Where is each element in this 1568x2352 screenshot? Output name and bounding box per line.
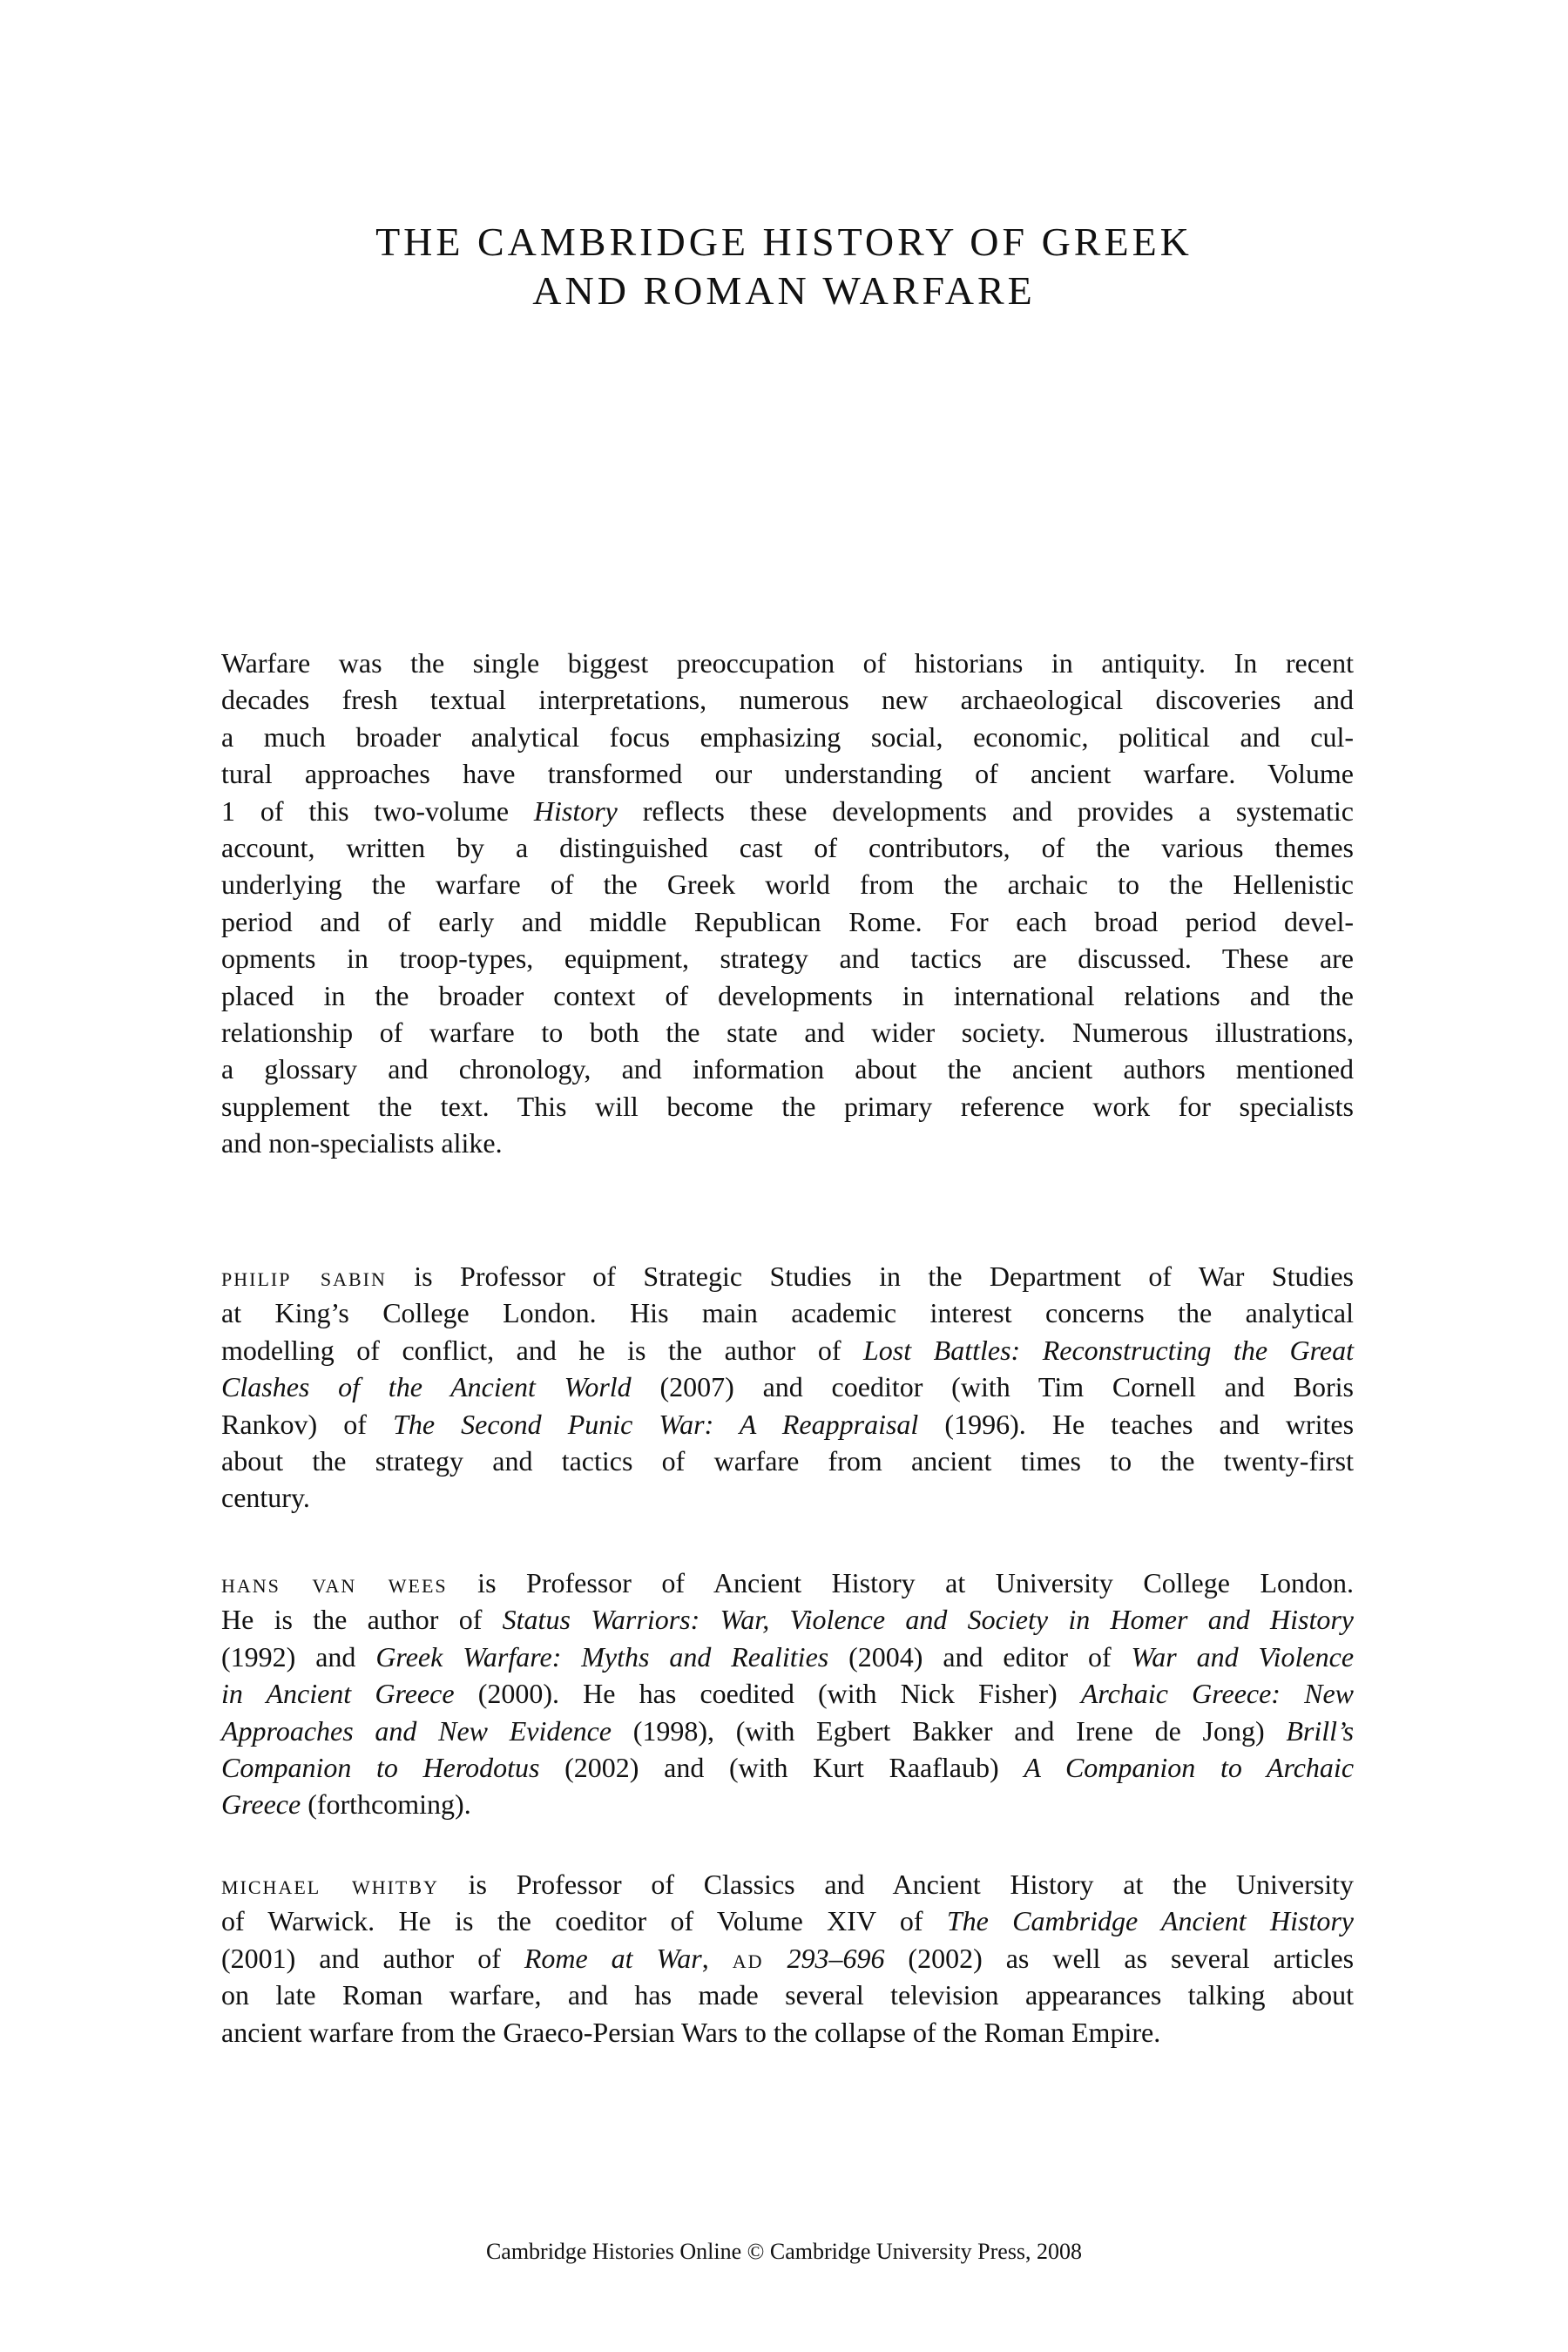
italic-title-text: Brill’s	[1286, 1714, 1355, 1747]
text-line	[221, 1051, 1354, 1087]
author-name: ad	[732, 1942, 764, 1974]
italic-title-text: Greece	[221, 1788, 301, 1821]
text-line	[221, 793, 1354, 829]
text-line	[221, 1125, 1354, 1161]
text-line	[221, 1749, 1354, 1786]
text-run: 1 of this two-volume	[221, 794, 534, 827]
text-line	[221, 1332, 1354, 1369]
italic-title-text: Companion to Herodotus	[221, 1751, 540, 1783]
text-run: and non-specialists alike.	[221, 1127, 503, 1159]
text-run: ancient warfare from the Graeco-Persian Wars to the collapse of the Roman Empire.	[221, 2016, 1161, 2048]
italic-title-text: in Ancient Greece	[221, 1678, 455, 1710]
book-title-line-1: THE CAMBRIDGE HISTORY OF GREEK	[375, 220, 1193, 264]
text-line	[221, 903, 1354, 940]
text-run: is Professor of Strategic Studies in the Department of War Studies	[386, 1260, 1355, 1292]
text-line	[221, 755, 1354, 792]
italic-title-text: The Second Punic War: A Reappraisal	[393, 1408, 919, 1440]
italic-title-text: 293–696	[787, 1942, 885, 1974]
text-line	[221, 1903, 1354, 1939]
text-run: is Professor of Ancient History at University College London.	[447, 1567, 1355, 1598]
text-line	[221, 1713, 1354, 1749]
text-line	[221, 1088, 1354, 1125]
text-run: (1996). He teaches and writes	[918, 1408, 1355, 1440]
text-run: (2002) as well as several articles	[884, 1942, 1355, 1974]
text-run: is Professor of Classics and Ancient History at the University	[438, 1869, 1354, 1900]
text-run: underlying the warfare of the Greek world from the archaic to the Hellenistic	[221, 868, 1354, 901]
text-run: account, written by a distinguished cast of contributors, of the various themes	[221, 831, 1354, 863]
author-name: michael whitby	[221, 1869, 439, 1900]
text-line	[221, 977, 1354, 1014]
text-line	[221, 829, 1354, 866]
text-line	[221, 2014, 1354, 2051]
text-run: (2002) and (with Kurt Raaflaub)	[539, 1751, 1024, 1783]
text-line	[221, 1786, 1354, 1822]
book-title-line-2: AND ROMAN WARFARE	[532, 268, 1036, 313]
book-title	[0, 218, 1568, 315]
text-line	[221, 1940, 1354, 1977]
text-run: placed in the broader context of developments in international relations and the	[221, 979, 1354, 1011]
text-run	[763, 1943, 787, 1974]
text-run: a much broader analytical focus emphasizing social, economic, political and cul-	[221, 720, 1354, 753]
text-line	[221, 866, 1354, 902]
author-name: hans van wees	[221, 1567, 448, 1598]
text-run: of Warwick. He is the coeditor of Volume XIV of	[221, 1905, 947, 1937]
bio-paragraph-philip-sabin	[221, 1258, 1354, 1517]
italic-title-text: Approaches and New Evidence	[221, 1714, 612, 1747]
text-line	[221, 1014, 1354, 1051]
text-run: on late Roman warfare, and has made several television appearances talking about	[221, 1979, 1354, 2011]
author-name: philip sabin	[221, 1260, 387, 1292]
italic-title-text: War and Violence	[1131, 1640, 1355, 1673]
text-run: reflects these developments and provides a systematic	[617, 794, 1355, 827]
text-line	[221, 1601, 1354, 1638]
description-paragraph	[221, 645, 1354, 1161]
text-run: at King’s College London. His main academic interest concerns the analytical	[221, 1297, 1354, 1329]
text-run: modelling of conflict, and he is the author of	[221, 1334, 863, 1366]
text-line	[221, 1258, 1354, 1294]
text-run: opments in troop-types, equipment, strategy and tactics are discussed. These are	[221, 943, 1354, 975]
text-line	[221, 719, 1354, 755]
text-run: century.	[221, 1482, 310, 1514]
text-run: (2007) and coeditor (with Tim Cornell and Boris	[631, 1371, 1355, 1403]
text-line	[221, 1866, 1354, 1903]
text-line	[221, 1294, 1354, 1331]
text-run: decades fresh textual interpretations, numerous new archaeological discoveries and	[221, 684, 1354, 716]
text-run: (2004) and editor of	[828, 1640, 1132, 1673]
text-line	[221, 1639, 1354, 1675]
text-run: Warfare was the single biggest preoccupation of historians in antiquity. In recent	[221, 647, 1354, 679]
italic-title-text: Archaic Greece: New	[1080, 1678, 1355, 1710]
italic-title-text: Rome at War	[524, 1942, 702, 1974]
text-run: supplement the text. This will become the primary reference work for specialists	[221, 1090, 1354, 1122]
copyright-footer: Cambridge Histories Online © Cambridge University Press, 2008	[485, 2239, 1083, 2264]
text-run: relationship of warfare to both the state and wider society. Numerous illustrations,	[221, 1016, 1354, 1048]
italic-title-text: A Companion to Archaic	[1024, 1751, 1355, 1783]
text-line	[221, 645, 1354, 681]
italic-title-text: Greek Warfare: Myths and Realities	[375, 1640, 829, 1673]
text-run: (1998), (with Egbert Bakker and Irene de Jong)	[612, 1714, 1287, 1747]
text-run: about the strategy and tactics of warfare from ancient times to the twenty-first	[221, 1444, 1354, 1477]
text-run: ,	[701, 1942, 733, 1974]
text-run: a glossary and chronology, and information about the ancient authors mentioned	[221, 1053, 1354, 1085]
italic-title-text: Status Warriors: War, Violence and Society in Homer and History	[502, 1604, 1355, 1636]
text-line	[221, 1369, 1354, 1405]
text-run: Rankov) of	[221, 1408, 394, 1440]
bio-paragraph-hans-van-wees	[221, 1565, 1354, 1823]
text-run: He is the author of	[221, 1604, 503, 1636]
text-run: (2001) and author of	[221, 1942, 524, 1974]
text-run: period and of early and middle Republican Rome. For each broad period devel-	[221, 905, 1354, 937]
text-line	[221, 1977, 1354, 2013]
text-line	[221, 1443, 1354, 1479]
text-run: (forthcoming).	[301, 1788, 471, 1821]
text-line	[221, 1565, 1354, 1601]
bio-paragraph-michael-whitby	[221, 1866, 1354, 2051]
text-line	[221, 1406, 1354, 1443]
text-line	[221, 940, 1354, 977]
italic-title-text: The Cambridge Ancient History	[946, 1905, 1354, 1937]
text-line	[221, 1479, 1354, 1516]
text-run: (2000). He has coedited (with Nick Fisher)	[454, 1678, 1081, 1710]
italic-title-text: Lost Battles: Reconstructing the Great	[863, 1334, 1355, 1366]
text-line	[221, 681, 1354, 718]
text-run: (1992) and	[221, 1640, 376, 1673]
italic-title-text: Clashes of the Ancient World	[221, 1371, 632, 1403]
italic-title-text: History	[533, 794, 618, 827]
text-line	[221, 1675, 1354, 1712]
text-run: tural approaches have transformed our understanding of ancient warfare. Volume	[221, 758, 1354, 790]
